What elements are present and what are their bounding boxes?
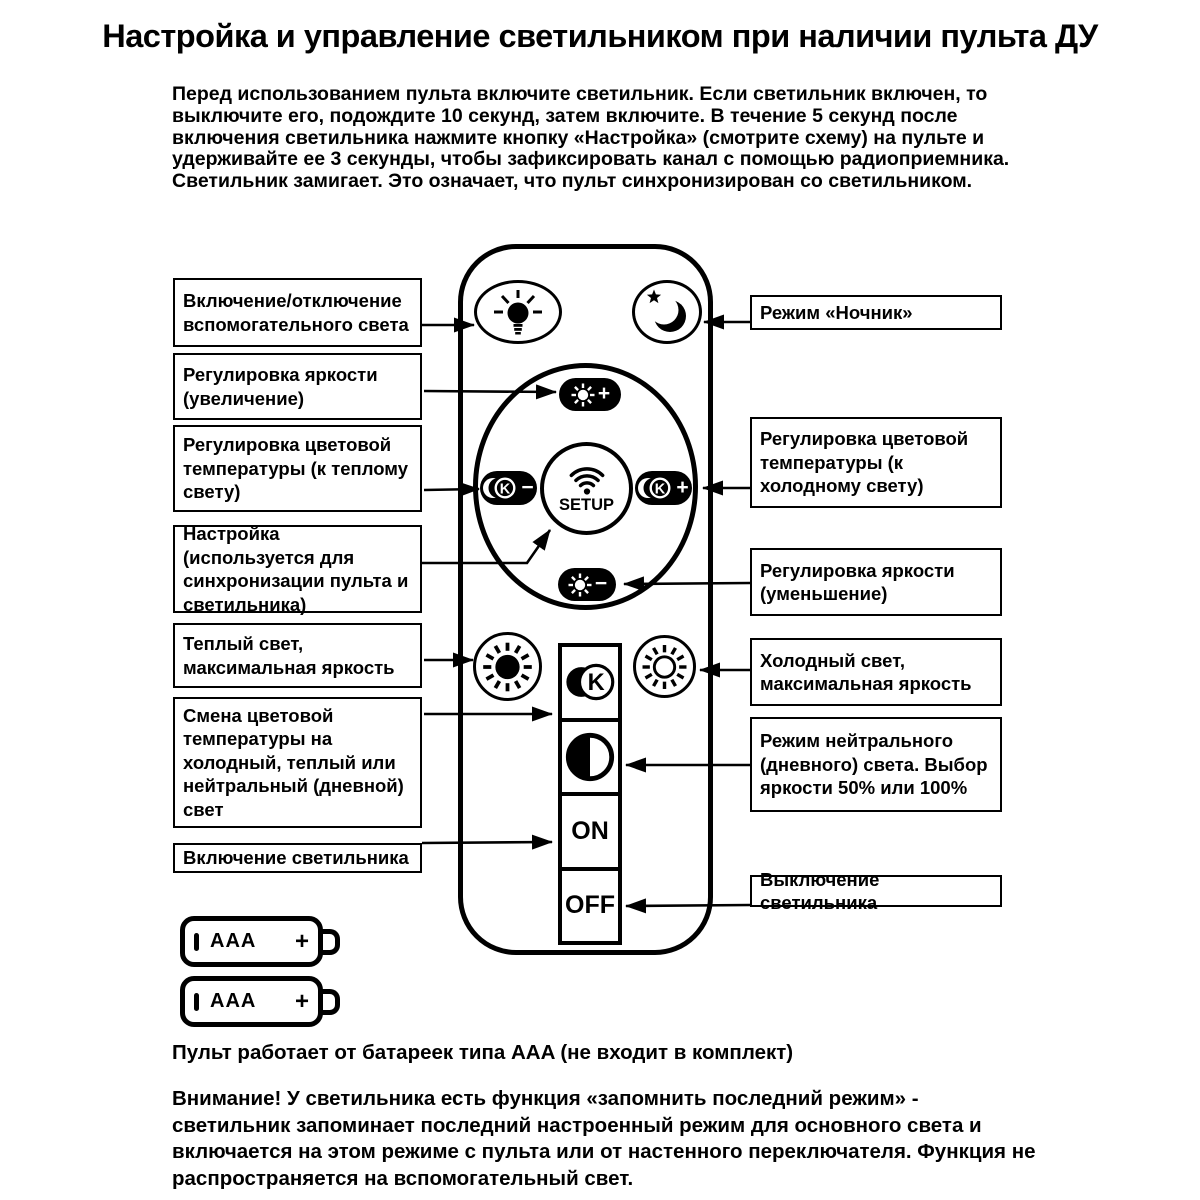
callout-text: Регулировка цветовой температуры (к теплому свету)	[183, 434, 409, 503]
battery-terminal-nub	[320, 989, 340, 1015]
off-label: OFF	[565, 891, 615, 920]
callout-text: Включение/отключение вспомогательного света	[183, 290, 409, 335]
plus-sign: +	[676, 475, 689, 499]
battery-label: AAA	[210, 930, 257, 952]
battery-label: AAA	[210, 990, 257, 1012]
aux-light-button	[474, 280, 562, 344]
battery-aaa	[180, 916, 323, 967]
battery-plus-sign: +	[294, 987, 309, 1015]
remote-control	[458, 244, 713, 955]
callout-brightness-up	[173, 353, 422, 420]
callout-power-off	[750, 868, 1002, 913]
sun-filled-icon	[476, 635, 539, 699]
setup-button	[540, 442, 633, 535]
callout-text: Включение светильника	[183, 847, 409, 869]
callout-text: Регулировка яркости (увеличение)	[183, 364, 378, 409]
callout-temp-warm	[173, 425, 422, 512]
sun-icon	[570, 382, 596, 408]
plus-sign: +	[597, 382, 611, 405]
temp-toggle-button	[562, 647, 618, 718]
callout-temp-cold	[750, 417, 1002, 508]
neutral-mode-button	[562, 718, 618, 793]
callout-warm-max	[173, 623, 422, 688]
warm-max-button	[473, 632, 542, 701]
battery-aaa	[180, 976, 323, 1027]
on-label: ON	[571, 816, 609, 845]
battery-minus-terminal	[194, 933, 199, 951]
warning-note: Внимание! У светильника есть функция «запомнить последний режим» - светильник запоминает последний настроенный режим для основного света и включается на этом режиме с пульта или от настенного переключателя. Функция не распространяется на вспомогательный свет.	[172, 1087, 1036, 1190]
callout-power-on	[173, 843, 422, 873]
svg-text:K: K	[500, 481, 511, 498]
svg-text:K: K	[655, 481, 666, 498]
brightness-up-button	[559, 378, 621, 411]
minus-sign: −	[594, 572, 608, 595]
callout-brightness-down	[750, 548, 1002, 616]
svg-text:K: K	[587, 670, 605, 697]
off-button	[562, 867, 618, 942]
callout-aux-light-toggle	[173, 278, 422, 347]
callout-temp-toggle	[173, 697, 422, 828]
callout-text: Режим «Ночник»	[760, 301, 913, 323]
callout-text: Выключение светильника	[760, 868, 880, 913]
battery-terminal-nub	[320, 929, 340, 955]
callout-text: Регулировка яркости (уменьшение)	[760, 559, 955, 604]
kelvin-plus-icon	[638, 475, 674, 501]
sun-outline-icon	[636, 638, 693, 696]
temp-cold-button	[635, 471, 692, 505]
callout-setup	[173, 525, 422, 613]
intro-paragraph: Перед использованием пульта включите светильник. Если светильник включен, то выключите его, подождите 10 секунд, затем включите. В течение 5 секунд после включения светильника нажмите кнопку «Настройка» (смотрите схему) на пульте и удерживайте ее 3 секунды, чтобы зафиксировать канал с помощью радиоприемника. Светильник замигает. Это означает, что пульт синхронизирован со светильником.	[172, 83, 1010, 193]
button-column	[558, 643, 622, 945]
moon-star-icon	[639, 284, 695, 340]
on-button	[562, 792, 618, 867]
minus-sign: −	[521, 475, 534, 499]
battery-plus-sign: +	[294, 927, 309, 955]
battery-minus-terminal	[194, 993, 199, 1011]
sun-icon	[567, 572, 593, 598]
callout-text: Регулировка цветовой температуры (к холодному свету)	[760, 428, 969, 497]
setup-label: SETUP	[558, 495, 614, 514]
callout-neutral-mode	[750, 717, 1002, 812]
wifi-icon	[564, 463, 610, 496]
cold-max-button	[633, 635, 696, 698]
callout-text: Смена цветовой температуры на холодный, теплый или нейтральный (дневной) свет	[183, 704, 404, 820]
kelvin-minus-icon	[483, 475, 519, 501]
night-mode-button	[632, 280, 702, 344]
lightbulb-icon	[490, 286, 546, 338]
battery-note: Пульт работает от батареек типа AAA (не входит в комплект)	[172, 1041, 794, 1064]
callout-cold-max	[750, 638, 1002, 706]
callout-text: Режим нейтрального (дневного) света. Выбор яркости 50% или 100%	[760, 730, 988, 799]
temp-warm-button	[480, 471, 537, 505]
kelvin-toggle-icon	[562, 659, 618, 705]
callout-text: Теплый свет, максимальная яркость	[183, 633, 395, 678]
brightness-down-button	[558, 568, 616, 601]
callout-night-mode	[750, 295, 1002, 330]
callout-text: Настройка (используется для синхронизации пульта и светильника)	[183, 523, 409, 615]
callout-text: Холодный свет, максимальная яркость	[760, 649, 972, 694]
half-circle-icon	[563, 730, 617, 784]
page-title: Настройка и управление светильником при наличии пульта ДУ	[102, 18, 1098, 54]
